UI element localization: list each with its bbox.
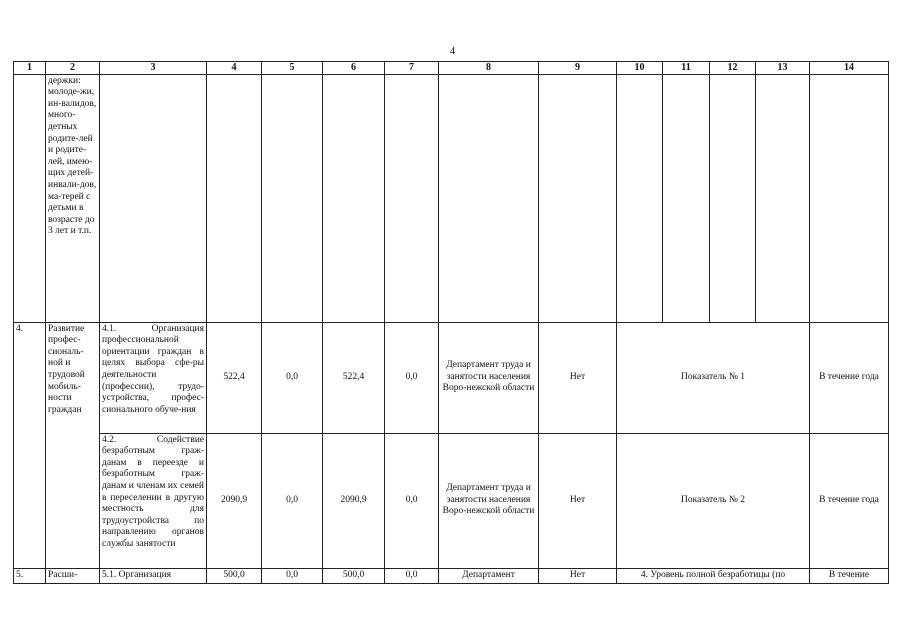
table-row (14, 568, 889, 583)
value-cell: 0,0 (385, 322, 439, 433)
row-number: 5. (14, 568, 46, 583)
table-cell (14, 74, 46, 322)
value-cell: 0,0 (385, 568, 439, 583)
table-cell (539, 74, 617, 322)
activity-item: 4.2. Содействие безработным граж-данам в переезде и безработным граж-данам и членам их семей в переселении в другую местность для трудоустройства по направлению органов службы занятости (100, 433, 207, 568)
header-cell: 13 (756, 62, 810, 75)
term-cell: В течение года (810, 322, 889, 433)
activity-title: Развитие профес-сиональ-ной и трудовой мобиль-ности граждан (46, 322, 100, 568)
value-cell: 522,4 (207, 322, 262, 433)
header-cell: 9 (539, 62, 617, 75)
term-cell: В течение (810, 568, 889, 583)
flag-cell: Нет (539, 433, 617, 568)
value-cell: 0,0 (262, 322, 323, 433)
indicator-cell: 4. Уровень полной безработицы (по (617, 568, 810, 583)
header-cell: 11 (663, 62, 710, 75)
activity-item: 5.1. Организация (100, 568, 207, 583)
value-cell: 0,0 (262, 568, 323, 583)
header-cell: 12 (710, 62, 756, 75)
department-cell: Департамент труда и занятости населения Воро-нежской области (439, 433, 539, 568)
header-cell: 2 (46, 62, 100, 75)
table-cell (262, 74, 323, 322)
value-cell: 500,0 (323, 568, 385, 583)
program-table (13, 61, 889, 584)
table-cell (710, 74, 756, 322)
department-cell: Департамент (439, 568, 539, 583)
flag-cell: Нет (539, 568, 617, 583)
row-number: 4. (14, 322, 46, 568)
value-cell: 0,0 (262, 433, 323, 568)
table-row (14, 322, 889, 433)
table-row (14, 433, 889, 568)
value-cell: 0,0 (385, 433, 439, 568)
term-cell: В течение года (810, 433, 889, 568)
activity-item: 4.1. Организация профессиональной ориентации граждан в целях выбора сфе-ры деятельности (профессии), трудо-устройства, профес-сионального обуче-ния (100, 322, 207, 433)
table-cell (617, 74, 663, 322)
indicator-cell: Показатель № 1 (617, 322, 810, 433)
table-cell (323, 74, 385, 322)
page-number: 4 (449, 45, 456, 57)
header-cell: 8 (439, 62, 539, 75)
value-cell: 500,0 (207, 568, 262, 583)
table-row (14, 74, 889, 322)
table-cell (810, 74, 889, 322)
value-cell: 2090,9 (323, 433, 385, 568)
table-cell (663, 74, 710, 322)
header-cell: 10 (617, 62, 663, 75)
header-cell: 4 (207, 62, 262, 75)
table-cell (385, 74, 439, 322)
table-cell (100, 74, 207, 322)
header-cell: 1 (14, 62, 46, 75)
header-cell: 14 (810, 62, 889, 75)
flag-cell: Нет (539, 322, 617, 433)
activity-title: Расши- (46, 568, 100, 583)
indicator-cell: Показатель № 2 (617, 433, 810, 568)
table-cell (756, 74, 810, 322)
header-cell: 3 (100, 62, 207, 75)
table-cell: держки: молоде-жи, ин-валидов, много-детных родите-лей и родите-лей, имею-щих детей-инвали-дов, ма-терей с детьми в возрасте до 3 лет и т.п. (46, 74, 100, 322)
table-cell (439, 74, 539, 322)
header-cell: 5 (262, 62, 323, 75)
header-cell: 7 (385, 62, 439, 75)
department-cell: Департамент труда и занятости населения Воро-нежской области (439, 322, 539, 433)
header-row (14, 62, 889, 75)
header-cell: 6 (323, 62, 385, 75)
table-cell (207, 74, 262, 322)
value-cell: 2090,9 (207, 433, 262, 568)
value-cell: 522,4 (323, 322, 385, 433)
